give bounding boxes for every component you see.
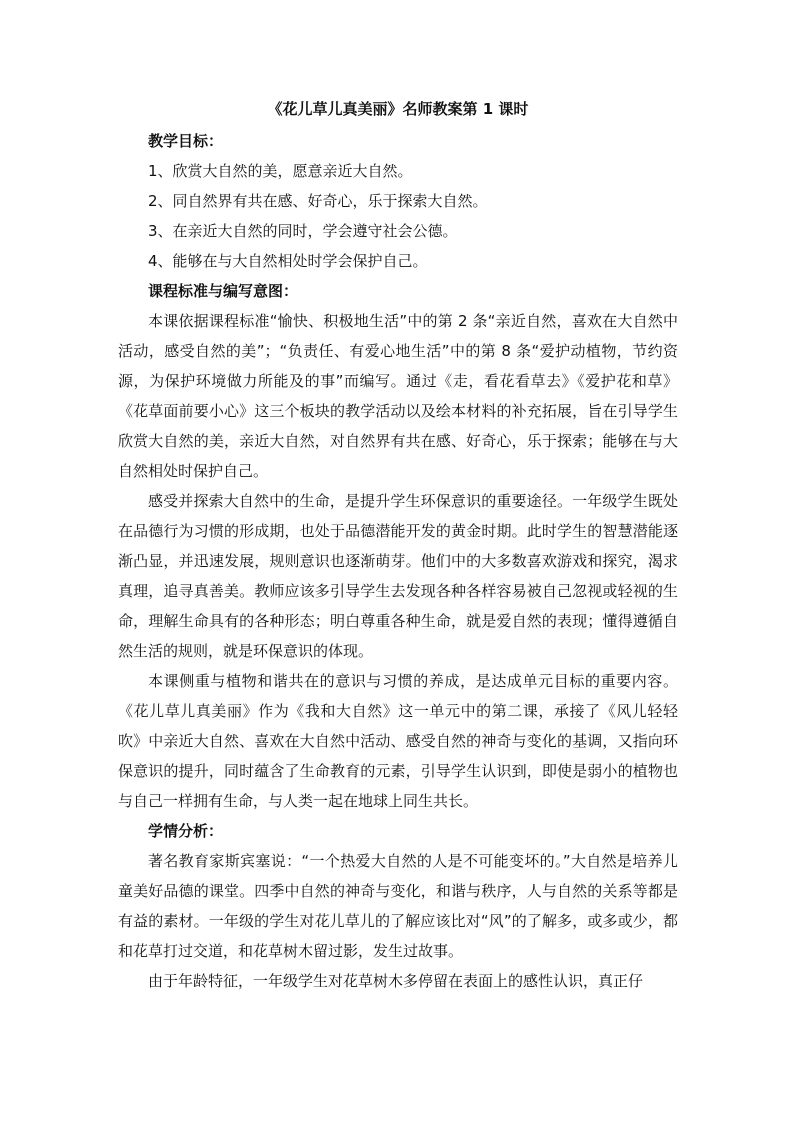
goal-item-2: 2、同自然界有共在感、好奇心，乐于探索大自然。 [148, 192, 488, 210]
goal-item-1: 1、欣赏大自然的美，愿意亲近大自然。 [148, 162, 413, 180]
goal-item-3: 3、在亲近大自然的同时，学会遵守社会公德。 [148, 222, 458, 240]
goals-heading: 教学目标： [148, 132, 224, 150]
analysis-heading: 学情分析： [148, 822, 224, 840]
standards-paragraph-2: 感受并探索大自然中的生命，是提升学生环保意识的重要途径。一年级学生既处在品德行为习惯的形成期，也处于品德潜能开发的黄金时期。此时学生的智慧潜能逐渐凸显，并迅速发展，规则意识也逐渐萌芽。他们中的大多数喜欢游戏和探究，渴求真理，追寻真善美。教师应该多引导学生去发现各种各样容易被自己忽视或轻视的生命，理解生命具有的各种形态；明白尊重各种生命，就是爱自然的表现；懂得遵循自然生活的规则，就是环保意识的体现。 [118, 492, 678, 660]
analysis-paragraph-1: 著名教育家斯宾塞说：“一个热爱大自然的人是不可能变坏的。”大自然是培养儿童美好品德的课堂。四季中自然的神奇与变化，和谐与秩序，人与自然的关系等都是有益的素材。一年级的学生对花儿草儿的了解应该比对“风”的了解多，或多或少，都和花草打过交道，和花草树木留过影，发生过故事。 [118, 852, 678, 960]
document-title: 《花儿草儿真美丽》名师教案第 1 课时 [267, 100, 529, 118]
standards-paragraph-3: 本课侧重与植物和谐共在的意识与习惯的养成，是达成单元目标的重要内容。《花儿草儿真美丽》作为《我和大自然》这一单元中的第二课，承接了《风儿轻轻吹》中亲近大自然、喜欢在大自然中活动、感受自然的神奇与变化的基调，又指向环保意识的提升，同时蕴含了生命教育的元素，引导学生认识到，即使是弱小的植物也与自己一样拥有生命，与人类一起在地球上同生共长。 [118, 672, 678, 810]
standards-heading: 课程标准与编写意图： [148, 282, 299, 300]
document-page [118, 96, 678, 996]
analysis-paragraph-2: 由于年龄特征，一年级学生对花草树木多停留在表面上的感性认识，真正仔 [148, 972, 644, 990]
goal-item-4: 4、能够在与大自然相处时学会保护自己。 [148, 252, 428, 270]
standards-paragraph-1: 本课依据课程标准“愉快、积极地生活”中的第 2 条“亲近自然，喜欢在大自然中活动，感受自然的美”；“负责任、有爱心地生活”中的第 8 条“爱护动植物，节约资源，为保护环境做力所能及的事”而编写。通过《走，看花看草去》《爱护花和草》《花草面前要小心》这三个板块的教学活动以及绘本材料的补充拓展，旨在引导学生欣赏大自然的美，亲近大自然，对自然界有共在感、好奇心，乐于探索；能够在与大自然相处时保护自己。 [118, 312, 678, 480]
